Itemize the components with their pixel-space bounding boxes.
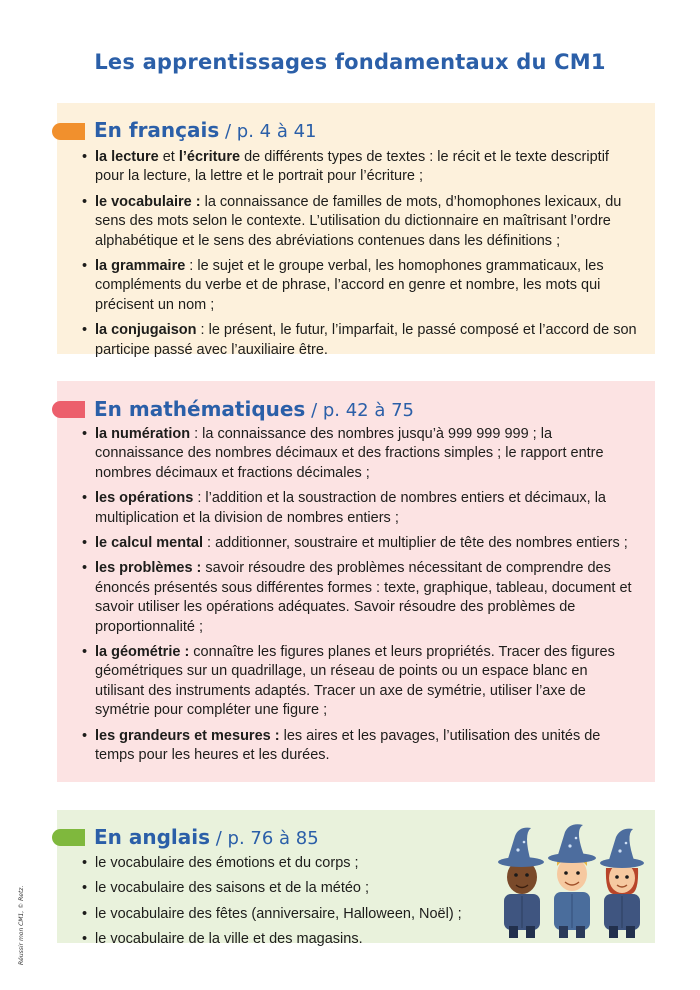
list-item: • la géométrie : connaître les figures planes et leurs propriétés. Tracer des figures géométriques sur un quadrillage, un réseau de points ou un espace blanc en utilisant des instruments adaptés. Tracer un axe de symétrie, utiliser l’axe de symétrie pour compléter une figure ; [78, 643, 638, 721]
section-tab-maths [52, 401, 85, 418]
heading-francais-pages: / p. 4 à 41 [219, 121, 317, 142]
list-item: • le vocabulaire des émotions et du corps ; [78, 854, 498, 873]
list-item: • la grammaire : le sujet et le groupe verbal, les homophones grammaticaux, les compléments du verbe et de phrase, l’accord en genre et nombre, les mots qui précisent un nom ; [78, 257, 638, 315]
heading-anglais-label: En anglais [94, 825, 211, 849]
list-item: • les problèmes : savoir résoudre des problèmes nécessitant de comprendre des énoncés présentés sous différentes formes : texte, graphique, tableau, document et savoir utiliser les opérations adéquates. Savoir résoudre des problèmes de proportionnalité ; [78, 559, 638, 637]
three-children-wizard-hats-icon [493, 822, 653, 940]
list-item: • les grandeurs et mesures : les aires et les pavages, l’utilisation des unités de temps pour les heures et les durées. [78, 727, 638, 766]
section-tab-anglais [52, 829, 85, 846]
list-item: • le vocabulaire des fêtes (anniversaire, Halloween, Noël) ; [78, 905, 498, 924]
child-left-icon [498, 828, 544, 938]
heading-maths-label: En mathématiques [94, 397, 306, 421]
heading-francais [94, 118, 317, 142]
list-item: • le calcul mental : additionner, soustraire et multiplier de tête des nombres entiers ; [78, 534, 638, 553]
child-middle-icon [548, 824, 596, 938]
list-maths [78, 425, 638, 772]
list-item: • le vocabulaire de la ville et des magasins. [78, 930, 498, 949]
credit-note: Réussir mon CM1, © Retz. [18, 885, 25, 965]
section-tab-francais [52, 123, 85, 140]
heading-maths-pages: / p. 42 à 75 [305, 400, 415, 421]
list-francais [78, 148, 638, 366]
heading-anglais-pages: / p. 76 à 85 [210, 828, 319, 849]
child-right-icon [600, 829, 644, 938]
list-item: • le vocabulaire : la connaissance de familles de mots, d’homophones lexicaux, du sens des mots selon le contexte. L’utilisation du dictionnaire en maîtrisant l’ordre alphabétique et le sens des abréviations contenues dans les définitions ; [78, 193, 638, 251]
heading-maths [94, 397, 414, 421]
list-anglais [78, 854, 498, 956]
list-item: • la conjugaison : le présent, le futur, l’imparfait, le passé composé et l’accord de son participe passé avec l’auxiliaire être. [78, 321, 638, 360]
list-item: • les opérations : l’addition et la soustraction de nombres entiers et décimaux, la multiplication et la division de nombres entiers ; [78, 489, 638, 528]
heading-anglais [94, 825, 319, 849]
page-title: Les apprentissages fondamentaux du CM1 [94, 50, 606, 74]
list-item: • la lecture et l’écriture de différents types de textes : le récit et le texte descriptif pour la lecture, la lettre et le portrait pour l’écriture ; [78, 148, 638, 187]
list-item: • la numération : la connaissance des nombres jusqu’à 999 999 999 ; la connaissance des nombres décimaux et des fractions simples ; le rapport entre nombres décimaux et fractions décimales ; [78, 425, 638, 483]
heading-francais-label: En français [94, 118, 220, 142]
list-item: • le vocabulaire des saisons et de la météo ; [78, 879, 498, 898]
